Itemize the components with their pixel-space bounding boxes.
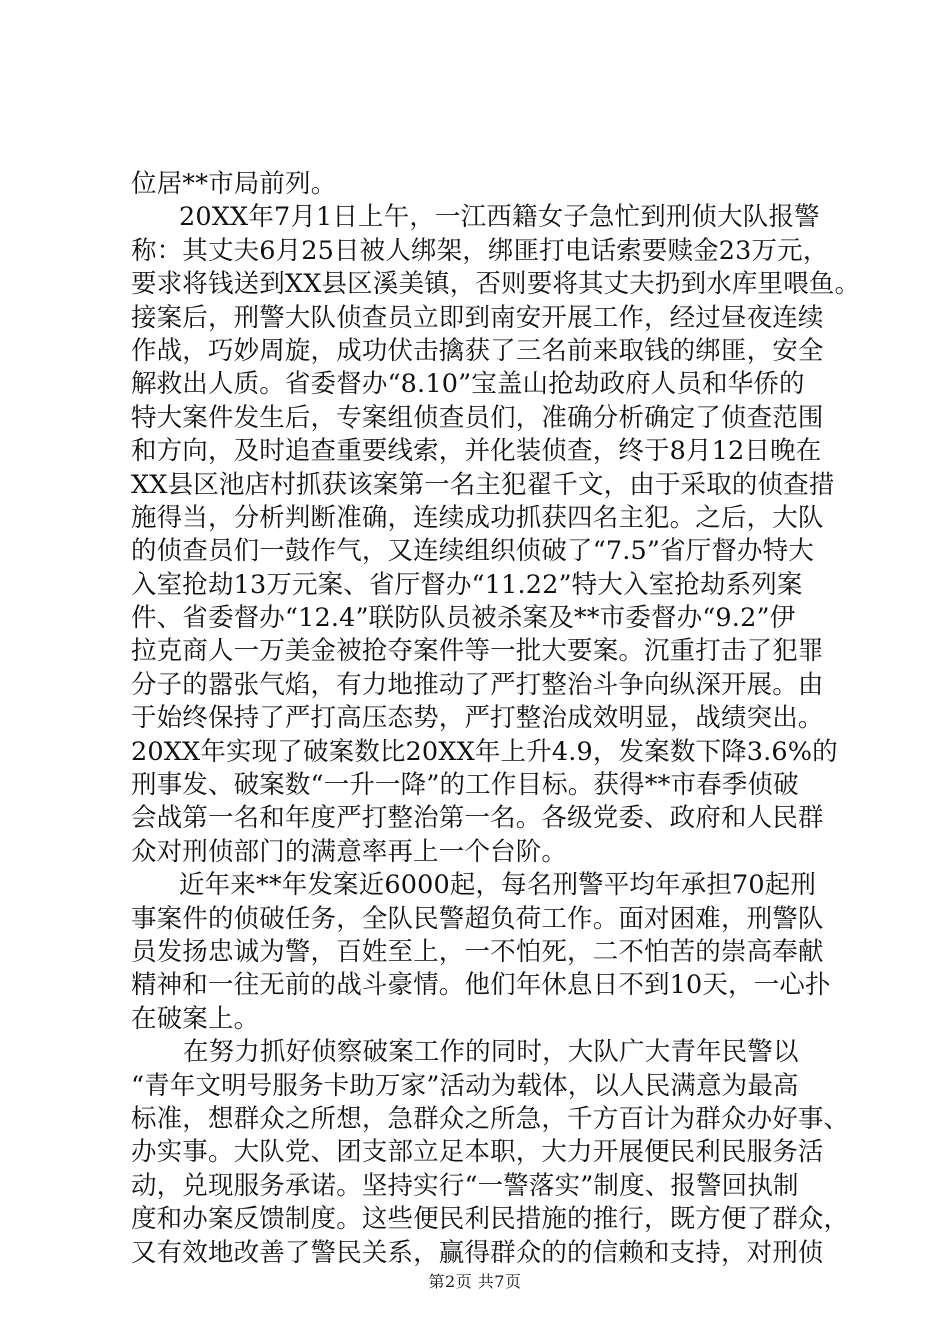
text-line: 事案件的侦破任务，全队民警超负荷工作。面对困难，刑警队 bbox=[131, 903, 824, 934]
text-line: 标准，想群众之所想，急群众之所急，千方百计为群众办好事、 bbox=[131, 1103, 850, 1134]
text-line: 又有效地改善了警民关系，赢得群众的的信赖和支持，对刑侦 bbox=[131, 1237, 824, 1268]
text-line: 员发扬忠诚为警，百姓至上，一不怕死，二不怕苦的崇高奉献 bbox=[131, 936, 824, 967]
text-line: 办实事。大队党、团支部立足本职，大力开展便民利民服务活 bbox=[131, 1137, 824, 1168]
text-line: 件、省委督办“12.4”联防队员被杀案及**市委督办“9.2”伊 bbox=[131, 603, 796, 634]
paragraph-first-line: 20XX年7月1日上午，一江西籍女子急忙到刑侦大队报警 bbox=[179, 202, 820, 233]
text-line: 称：其丈夫6月25日被人绑架，绑匪打电话索要赎金23万元， bbox=[131, 235, 829, 266]
text-line: 入室抢劫13万元案、省厅督办“11.22”特大入室抢劫系列案 bbox=[131, 569, 803, 600]
text-line: 分子的嚣张气焰，有力地推动了严打整治斗争向纵深开展。由 bbox=[131, 669, 824, 700]
text-line: 接案后，刑警大队侦查员立即到南安开展工作，经过昼夜连续 bbox=[131, 302, 824, 333]
text-line: 会战第一名和年度严打整治第一名。各级党委、政府和人民群 bbox=[131, 803, 824, 834]
text-line: 刑事发、破案数“一升一降”的工作目标。获得**市春季侦破 bbox=[131, 770, 799, 801]
text-line: 众对刑侦部门的满意率再上一个台阶。 bbox=[131, 836, 568, 867]
text-line: 解救出人质。省委督办“8.10”宝盖山抢劫政府人员和华侨的 bbox=[131, 369, 805, 400]
text-line: 作战，巧妙周旋，成功伏击擒获了三名前来取钱的绑匪，安全 bbox=[131, 335, 824, 366]
document-body bbox=[131, 168, 861, 1270]
text-line: 20XX年实现了破案数比20XX年上升4.9，发案数下降3.6%的 bbox=[131, 736, 838, 767]
text-line: 拉克商人一万美金被抢夺案件等一批大要案。沉重打击了犯罪 bbox=[131, 636, 824, 667]
text-line: 于始终保持了严打高压态势，严打整治成效明显，战绩突出。 bbox=[131, 703, 824, 734]
paragraph-first-line: 在努力抓好侦察破案工作的同时，大队广大青年民警以 bbox=[183, 1037, 799, 1068]
text-line: 在破案上。 bbox=[131, 1003, 260, 1034]
text-line: 的侦查员们一鼓作气，又连续组织侦破了“7.5”省厅督办特大 bbox=[131, 536, 814, 567]
text-line: 施得当，分析判断准确，连续成功抓获四名主犯。之后，大队 bbox=[131, 502, 824, 533]
text-line: 动，兑现服务承诺。坚持实行“一警落实”制度、报警回执制 bbox=[131, 1170, 799, 1201]
text-line: 位居**市局前列。 bbox=[131, 169, 337, 199]
text-line: 和方向，及时追查重要线索，并化装侦查，终于8月12日晚在 bbox=[131, 436, 822, 467]
text-line: 要求将钱送到XX县区溪美镇，否则要将其丈夫扔到水库里喂鱼。 bbox=[131, 269, 861, 300]
paragraph-first-line: 近年来**年发案近6000起，每名刑警平均年承担70起刑 bbox=[179, 870, 817, 901]
text-line: 特大案件发生后，专案组侦查员们，准确分析确定了侦查范围 bbox=[131, 402, 824, 433]
text-line: XX县区池店村抓获该案第一名主犯翟千文，由于采取的侦查措 bbox=[131, 469, 835, 500]
page-footer bbox=[0, 1272, 950, 1292]
text-line: “青年文明号服务卡助万家”活动为载体，以人民满意为最高 bbox=[131, 1070, 799, 1101]
page-number: 第2页 共7页 bbox=[428, 1272, 522, 1291]
text-line: 精神和一往无前的战斗豪情。他们年休息日不到10天，一心扑 bbox=[131, 970, 831, 1001]
text-line: 度和办案反馈制度。这些便民利民措施的推行，既方便了群众， bbox=[131, 1204, 850, 1235]
